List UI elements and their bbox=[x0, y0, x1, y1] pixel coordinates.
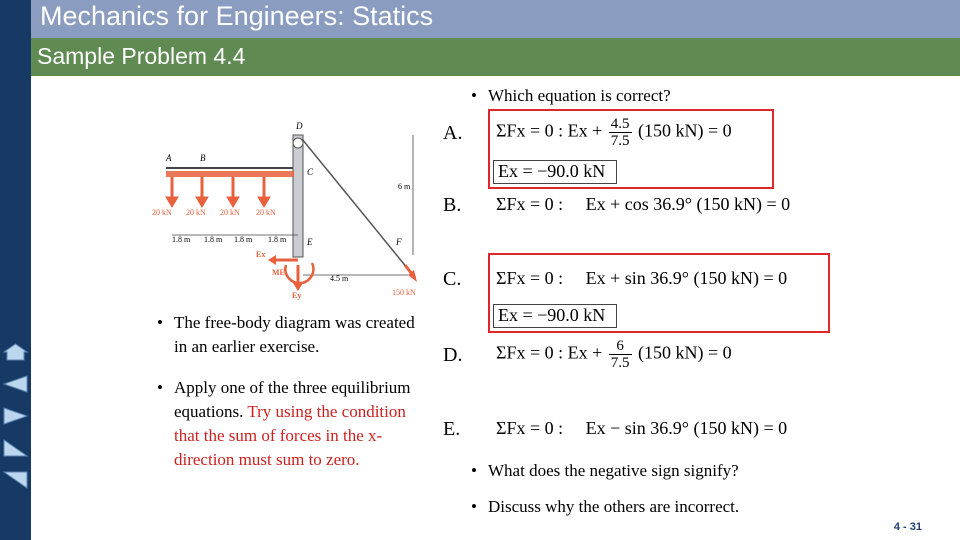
spacing-4: 1.8 m bbox=[268, 235, 287, 244]
option-A-equation bbox=[496, 116, 732, 149]
title-bar bbox=[31, 0, 960, 38]
option-A-lhs: ΣFx = 0 : bbox=[496, 120, 564, 141]
load-arrows bbox=[166, 177, 270, 207]
page-number: 4 - 31 bbox=[893, 521, 922, 533]
option-B-rhs: Ex + cos 36.9° (150 kN) = 0 bbox=[585, 194, 791, 214]
first-page-icon[interactable] bbox=[2, 374, 29, 394]
spacing-3: 1.8 m bbox=[234, 235, 253, 244]
option-D-rhs-post: (150 kN) = 0 bbox=[638, 342, 732, 363]
load-3: 20 kN bbox=[220, 208, 240, 217]
height-label: 6 m bbox=[398, 182, 411, 191]
option-C-rhs: Ex + sin 36.9° (150 kN) = 0 bbox=[585, 268, 788, 288]
option-E-letter[interactable]: E. bbox=[443, 418, 461, 440]
left-bullet-2-hint: Try using the condition that the sum of forces in the x-direction must sum to zero. bbox=[174, 402, 406, 469]
option-C-lhs: ΣFx = 0 : bbox=[496, 268, 564, 288]
question-text: • Which equation is correct? bbox=[488, 84, 671, 108]
option-A-letter[interactable]: A. bbox=[443, 122, 463, 144]
option-E-equation bbox=[496, 418, 787, 439]
left-bullet-1: • The free-body diagram was created in an earlier exercise. bbox=[174, 311, 424, 359]
next-page-icon[interactable] bbox=[2, 438, 29, 458]
option-C-equation bbox=[496, 268, 787, 289]
Ex-label: Ex bbox=[256, 250, 266, 259]
previous-page-icon[interactable] bbox=[2, 406, 29, 426]
ME-label: ME bbox=[272, 268, 285, 277]
spacing-2: 1.8 m bbox=[204, 235, 223, 244]
option-D-letter[interactable]: D. bbox=[443, 344, 463, 366]
option-E-lhs: ΣFx = 0 : bbox=[496, 418, 564, 438]
label-A: A bbox=[166, 153, 172, 163]
option-B-lhs: ΣFx = 0 : bbox=[496, 194, 564, 214]
label-B: B bbox=[200, 153, 206, 163]
label-C: C bbox=[307, 167, 314, 177]
base-label: 4.5 m bbox=[330, 274, 349, 283]
course-title: Mechanics for Engineers: Statics bbox=[40, 1, 434, 31]
left-bullet-2 bbox=[174, 376, 429, 472]
last-page-icon[interactable] bbox=[2, 470, 29, 490]
option-A-denominator: 7.5 bbox=[610, 133, 630, 149]
option-D-equation bbox=[496, 338, 732, 371]
option-E-rhs: Ex − sin 36.9° (150 kN) = 0 bbox=[585, 418, 788, 438]
label-F: F bbox=[396, 237, 402, 247]
label-D: D bbox=[296, 121, 303, 131]
subtitle-bar bbox=[31, 38, 960, 76]
option-C-result: Ex = −90.0 kN bbox=[493, 304, 617, 328]
option-A-rhs-post: (150 kN) = 0 bbox=[638, 120, 732, 141]
home-icon[interactable] bbox=[2, 342, 29, 362]
problem-title: Sample Problem 4.4 bbox=[37, 43, 246, 69]
load-4: 20 kN bbox=[256, 208, 276, 217]
tension-label: 150 kN bbox=[392, 288, 416, 297]
option-C-letter[interactable]: C. bbox=[443, 268, 462, 290]
right-bullet-2: • Discuss why the others are incorrect. bbox=[488, 495, 739, 519]
free-body-diagram bbox=[150, 115, 450, 300]
option-A-rhs-pre: Ex + bbox=[567, 120, 603, 141]
cable-line bbox=[302, 139, 408, 269]
load-1: 20 kN bbox=[152, 208, 172, 217]
option-D-denominator: 7.5 bbox=[610, 355, 630, 371]
label-E: E bbox=[307, 237, 313, 247]
load-2: 20 kN bbox=[186, 208, 206, 217]
spacing-1: 1.8 m bbox=[172, 235, 191, 244]
option-D-lhs: ΣFx = 0 : bbox=[496, 342, 564, 363]
right-bullet-1: • What does the negative sign signify? bbox=[488, 459, 739, 483]
Ey-label: Ey bbox=[292, 291, 302, 300]
option-D-rhs-pre: Ex + bbox=[567, 342, 603, 363]
left-bullet-2-text: Apply one of the three equilibrium equations. bbox=[174, 378, 411, 421]
option-D-numerator: 6 bbox=[609, 338, 632, 355]
option-A-result: Ex = −90.0 kN bbox=[493, 160, 617, 184]
option-A-numerator: 4.5 bbox=[610, 116, 630, 132]
column-shape bbox=[293, 135, 303, 257]
option-B-equation bbox=[496, 194, 790, 215]
navigation-sidebar bbox=[0, 0, 31, 540]
option-B-letter[interactable]: B. bbox=[443, 194, 462, 216]
